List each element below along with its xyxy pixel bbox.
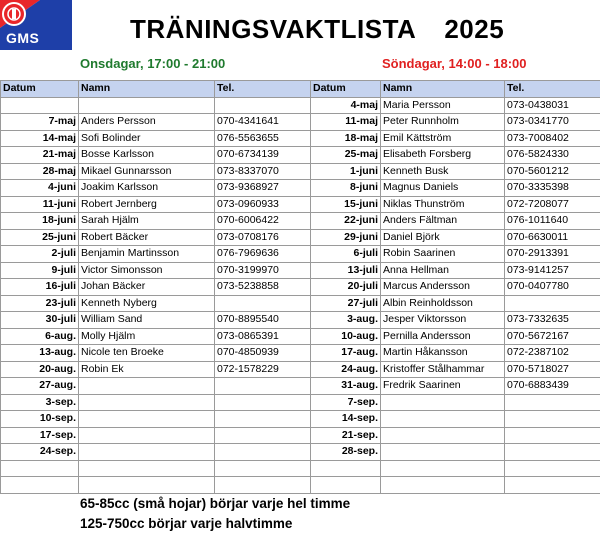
cell-wed-tel [215, 378, 311, 395]
cell-sun-date: 13-juli [311, 262, 381, 279]
table-row [1, 147, 600, 164]
cell-sun-date: 7-sep. [311, 394, 381, 411]
cell-wed-tel: 070-8895540 [215, 312, 311, 329]
cell-wed-date [1, 477, 79, 494]
cell-sun-tel: 072-7208077 [505, 196, 600, 213]
cell-sun-tel [505, 295, 600, 312]
cell-sun-name: Martin Håkansson [381, 345, 505, 362]
cell-wed-tel: 070-3199970 [215, 262, 311, 279]
cell-sun-date [311, 477, 381, 494]
wednesday-schedule: Onsdagar, 17:00 - 21:00 [80, 56, 226, 71]
cell-sun-date: 8-juni [311, 180, 381, 197]
cell-wed-name: Bosse Karlsson [79, 147, 215, 164]
cell-sun-tel: 076-1011640 [505, 213, 600, 230]
table-row [1, 196, 600, 213]
cell-wed-name [79, 427, 215, 444]
duty-roster-table [0, 80, 600, 494]
cell-wed-name: Anders Persson [79, 114, 215, 131]
cell-sun-tel [505, 427, 600, 444]
cell-wed-name: Joakim Karlsson [79, 180, 215, 197]
cell-wed-tel [215, 394, 311, 411]
cell-sun-name: Niklas Thunström [381, 196, 505, 213]
cell-wed-name: Sofi Bolinder [79, 130, 215, 147]
cell-wed-date [1, 460, 79, 477]
cell-wed-name: Mikael Gunnarsson [79, 163, 215, 180]
cell-sun-tel: 073-0438031 [505, 97, 600, 114]
cell-sun-tel [505, 394, 600, 411]
cell-sun-name: Fredrik Saarinen [381, 378, 505, 395]
gms-logo [0, 0, 72, 50]
cell-wed-date: 28-maj [1, 163, 79, 180]
cell-wed-date: 18-juni [1, 213, 79, 230]
table-row [1, 163, 600, 180]
cell-wed-tel: 070-6734139 [215, 147, 311, 164]
cell-sun-tel: 070-3335398 [505, 180, 600, 197]
cell-wed-name [79, 444, 215, 461]
cell-sun-name [381, 427, 505, 444]
header-date-wed: Datum [1, 81, 79, 98]
cell-wed-tel: 070-6006422 [215, 213, 311, 230]
cell-sun-date: 11-maj [311, 114, 381, 131]
cell-sun-tel: 072-2387102 [505, 345, 600, 362]
cell-wed-tel [215, 444, 311, 461]
page-title [130, 14, 504, 45]
cell-wed-date: 6-aug. [1, 328, 79, 345]
cell-wed-date: 23-juli [1, 295, 79, 312]
cell-sun-date: 10-aug. [311, 328, 381, 345]
cell-sun-date: 20-juli [311, 279, 381, 296]
cell-sun-tel: 070-0407780 [505, 279, 600, 296]
cell-sun-name: Jesper Viktorsson [381, 312, 505, 329]
cell-sun-tel: 070-2913391 [505, 246, 600, 263]
cell-wed-name: Kenneth Nyberg [79, 295, 215, 312]
cell-wed-name: Sarah Hjälm [79, 213, 215, 230]
cell-wed-name: Nicole ten Broeke [79, 345, 215, 362]
cell-wed-tel [215, 460, 311, 477]
table-row [1, 460, 600, 477]
cell-sun-date: 18-maj [311, 130, 381, 147]
cell-sun-date: 6-juli [311, 246, 381, 263]
table-row [1, 262, 600, 279]
cell-wed-tel: 073-0865391 [215, 328, 311, 345]
note-large-bikes: 125-750cc börjar varje halvtimme [80, 516, 293, 531]
cell-sun-tel: 070-6630011 [505, 229, 600, 246]
cell-wed-date: 24-sep. [1, 444, 79, 461]
logo-text: GMS [6, 30, 40, 46]
cell-sun-name: Anders Fältman [381, 213, 505, 230]
table-row [1, 328, 600, 345]
header-date-sun: Datum [311, 81, 381, 98]
cell-sun-tel: 070-6883439 [505, 378, 600, 395]
cell-wed-name [79, 97, 215, 114]
title-year: 2025 [444, 14, 505, 44]
cell-wed-tel: 073-0960933 [215, 196, 311, 213]
cell-sun-tel: 070-5672167 [505, 328, 600, 345]
cell-wed-date: 11-juni [1, 196, 79, 213]
table-row [1, 477, 600, 494]
cell-wed-date: 30-juli [1, 312, 79, 329]
cell-sun-name: Robin Saarinen [381, 246, 505, 263]
cell-wed-date: 25-juni [1, 229, 79, 246]
cell-sun-name [381, 460, 505, 477]
cell-sun-name: Kenneth Busk [381, 163, 505, 180]
cell-wed-tel: 070-4850939 [215, 345, 311, 362]
cell-wed-tel: 076-7969636 [215, 246, 311, 263]
cell-sun-tel: 073-7332635 [505, 312, 600, 329]
cell-sun-name: Anna Hellman [381, 262, 505, 279]
header-name-wed: Namn [79, 81, 215, 98]
cell-wed-tel: 073-5238858 [215, 279, 311, 296]
table-row [1, 130, 600, 147]
table-header-row [1, 81, 600, 98]
table-row [1, 97, 600, 114]
table-row [1, 213, 600, 230]
cell-sun-tel: 073-0341770 [505, 114, 600, 131]
cell-sun-tel [505, 444, 600, 461]
cell-wed-date: 20-aug. [1, 361, 79, 378]
cell-wed-name: Robert Bäcker [79, 229, 215, 246]
cell-sun-name: Albin Reinholdsson [381, 295, 505, 312]
table-row [1, 295, 600, 312]
table-row [1, 229, 600, 246]
cell-sun-tel: 070-5718027 [505, 361, 600, 378]
cell-wed-tel [215, 427, 311, 444]
cell-sun-date: 29-juni [311, 229, 381, 246]
cell-sun-date: 17-aug. [311, 345, 381, 362]
cell-sun-name: Marcus Andersson [381, 279, 505, 296]
cell-wed-name [79, 411, 215, 428]
cell-sun-date: 21-sep. [311, 427, 381, 444]
cell-sun-tel: 073-7008402 [505, 130, 600, 147]
cell-wed-name [79, 477, 215, 494]
cell-sun-date: 31-aug. [311, 378, 381, 395]
table-row [1, 312, 600, 329]
cell-wed-date: 16-juli [1, 279, 79, 296]
cell-wed-date: 3-sep. [1, 394, 79, 411]
table-row [1, 394, 600, 411]
cell-sun-date: 3-aug. [311, 312, 381, 329]
cell-wed-tel: 076-5563655 [215, 130, 311, 147]
cell-wed-tel [215, 97, 311, 114]
cell-wed-date: 9-juli [1, 262, 79, 279]
cell-sun-name [381, 411, 505, 428]
table-row [1, 180, 600, 197]
cell-wed-name: Victor Simonsson [79, 262, 215, 279]
sunday-schedule: Söndagar, 14:00 - 18:00 [382, 56, 527, 71]
cell-wed-date: 14-maj [1, 130, 79, 147]
header-name-sun: Namn [381, 81, 505, 98]
cell-wed-tel: 073-0708176 [215, 229, 311, 246]
table-row [1, 411, 600, 428]
cell-sun-tel: 070-5601212 [505, 163, 600, 180]
header-tel-sun: Tel. [505, 81, 600, 98]
table-row [1, 114, 600, 131]
cell-wed-tel: 073-8337070 [215, 163, 311, 180]
cell-sun-date: 25-maj [311, 147, 381, 164]
cell-sun-date: 28-sep. [311, 444, 381, 461]
cell-sun-name: Emil Kättström [381, 130, 505, 147]
cell-sun-name [381, 394, 505, 411]
cell-wed-name: William Sand [79, 312, 215, 329]
cell-sun-date: 4-maj [311, 97, 381, 114]
cell-sun-name [381, 477, 505, 494]
cell-sun-date: 1-juni [311, 163, 381, 180]
cell-wed-name [79, 394, 215, 411]
cell-wed-name [79, 378, 215, 395]
cell-wed-name [79, 460, 215, 477]
cell-sun-name: Peter Runnholm [381, 114, 505, 131]
cell-wed-tel: 072-1578229 [215, 361, 311, 378]
table-row [1, 345, 600, 362]
table-row [1, 444, 600, 461]
cell-sun-date: 24-aug. [311, 361, 381, 378]
cell-wed-tel [215, 411, 311, 428]
cell-sun-date: 27-juli [311, 295, 381, 312]
cell-wed-name: Molly Hjälm [79, 328, 215, 345]
cell-wed-date [1, 97, 79, 114]
cell-sun-name: Kristoffer Stålhammar [381, 361, 505, 378]
cell-sun-tel: 073-9141257 [505, 262, 600, 279]
cell-sun-date: 14-sep. [311, 411, 381, 428]
table-row [1, 279, 600, 296]
cell-sun-tel [505, 460, 600, 477]
cell-wed-name: Benjamin Martinsson [79, 246, 215, 263]
cell-sun-name: Pernilla Andersson [381, 328, 505, 345]
cell-wed-name: Robert Jernberg [79, 196, 215, 213]
table-body [1, 97, 600, 493]
cell-sun-tel [505, 477, 600, 494]
cell-sun-name: Magnus Daniels [381, 180, 505, 197]
cell-sun-name: Elisabeth Forsberg [381, 147, 505, 164]
cell-sun-name: Daniel Björk [381, 229, 505, 246]
table-row [1, 427, 600, 444]
table-row [1, 246, 600, 263]
cell-wed-name: Johan Bäcker [79, 279, 215, 296]
cell-wed-date: 4-juni [1, 180, 79, 197]
cell-wed-date: 2-juli [1, 246, 79, 263]
cell-sun-date: 22-juni [311, 213, 381, 230]
cell-sun-date [311, 460, 381, 477]
title-text: TRÄNINGSVAKTLISTA [130, 14, 417, 44]
cell-sun-tel [505, 411, 600, 428]
cell-wed-tel [215, 295, 311, 312]
cell-wed-date: 7-maj [1, 114, 79, 131]
cell-sun-name [381, 444, 505, 461]
table-row [1, 378, 600, 395]
table-row [1, 361, 600, 378]
cell-sun-name: Maria Persson [381, 97, 505, 114]
cell-wed-tel: 073-9368927 [215, 180, 311, 197]
cell-wed-name: Robin Ek [79, 361, 215, 378]
cell-wed-date: 10-sep. [1, 411, 79, 428]
cell-sun-tel: 076-5824330 [505, 147, 600, 164]
header-tel-wed: Tel. [215, 81, 311, 98]
note-small-bikes: 65-85cc (små hojar) börjar varje hel timme [80, 496, 351, 511]
cell-wed-tel [215, 477, 311, 494]
cell-wed-date: 17-sep. [1, 427, 79, 444]
cell-wed-date: 13-aug. [1, 345, 79, 362]
cell-wed-date: 27-aug. [1, 378, 79, 395]
cell-sun-date: 15-juni [311, 196, 381, 213]
cell-wed-date: 21-maj [1, 147, 79, 164]
cell-wed-tel: 070-4341641 [215, 114, 311, 131]
